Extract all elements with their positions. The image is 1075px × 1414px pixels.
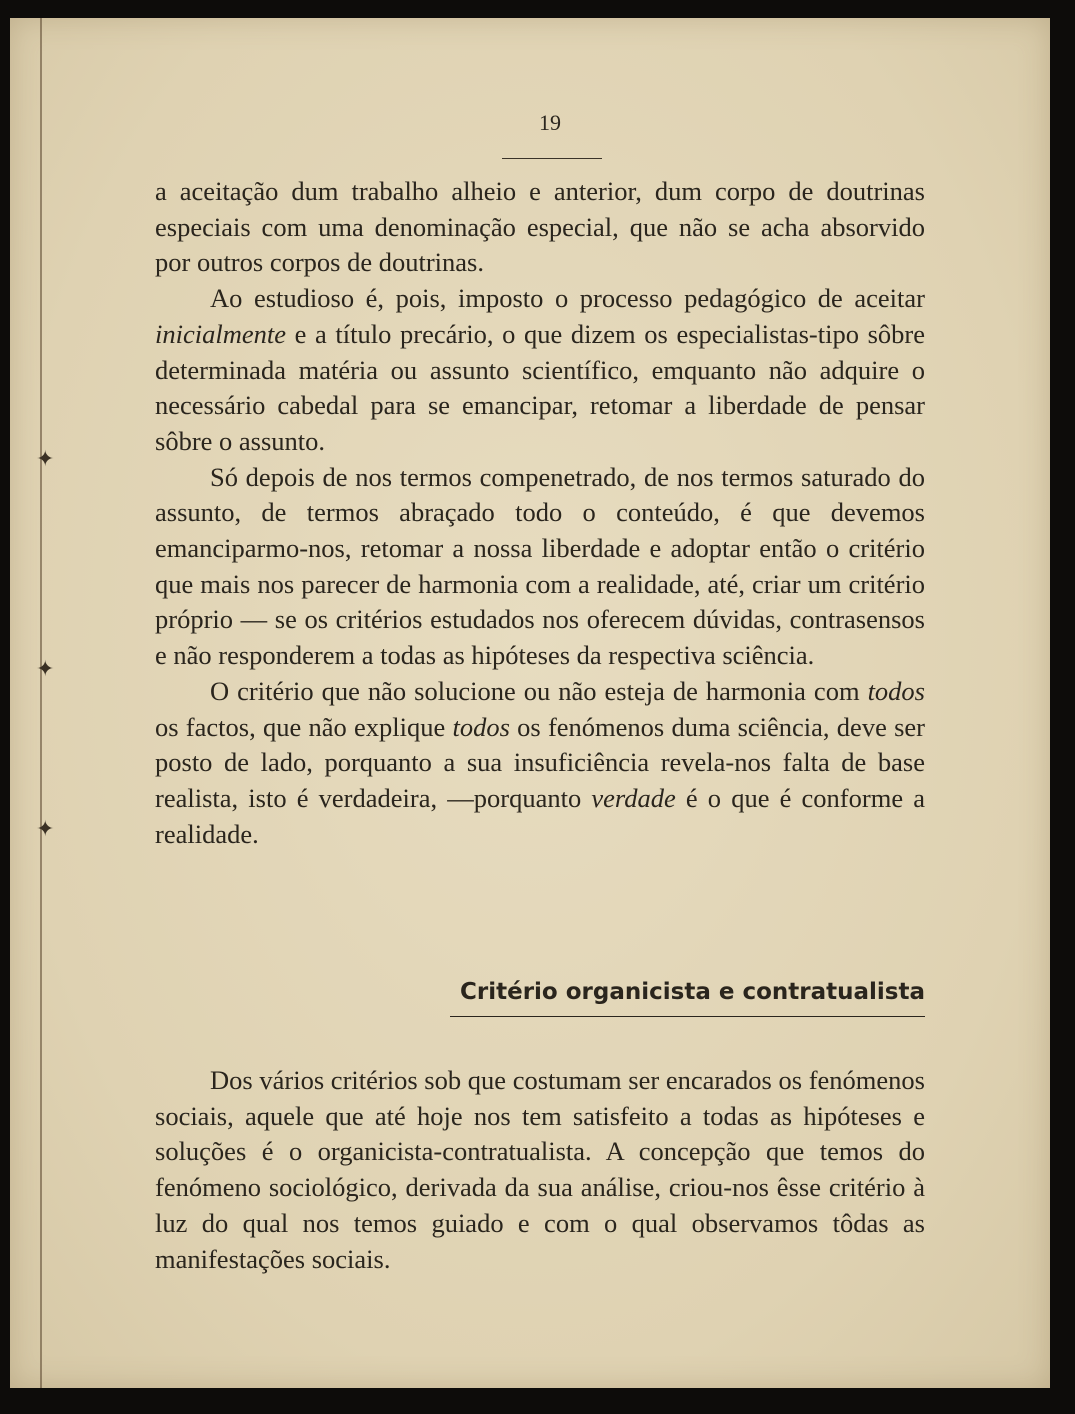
emphasis-todos: todos xyxy=(867,675,925,706)
binding-mark-icon: ✦ xyxy=(36,446,55,471)
page-spine-edge xyxy=(40,18,42,1388)
binding-mark-icon: ✦ xyxy=(36,656,55,681)
binding-mark-icon: ✦ xyxy=(36,816,55,841)
paragraph-3: Só depois de nos termos compenetrado, de nos termos saturado do assunto, de termos abraçado todo o conteúdo, é que devemos emanciparmo-nos, retomar a nossa liberdade e adoptar então o critério que mais nos parecer de harmonia com a realidade, até, criar um critério próprio — se os critérios estudados nos oferecem dúvidas, contrasensos e não responderem a todas as hipóteses da respectiva sciência. xyxy=(155,461,925,671)
paragraph-1: a aceitação dum trabalho alheio e anterior, dum corpo de doutrinas especiais com uma denominação especial, que não se acha absorvido por outros corpos de doutrinas. xyxy=(155,176,925,278)
emphasis-verdade: verdade xyxy=(591,782,676,813)
paragraph-5: Dos vários critérios sob que costumam ser encarados os fenómenos sociais, aquele que até hoje nos tem satisfeito a todas as hipóteses e soluções é o organicista-contratualista. A concepção que temos do fenómeno sociológico, derivada da sua análise, criou-nos êsse critério à luz do qual nos temos guiado e com o qual observamos tôdas as manifestações sociais. xyxy=(155,1065,925,1274)
section-heading-rule xyxy=(450,1016,925,1017)
emphasis-todos: todos xyxy=(452,711,510,742)
emphasis-inicialmente: inicialmente xyxy=(155,318,286,349)
section-heading: Critério organicista e contratualista xyxy=(460,979,925,1005)
body-text-lower xyxy=(155,1063,925,1277)
paragraph-4: O critério que não solucione ou não esteja de harmonia com todos os factos, que não explique todos os fenómenos duma sciência, deve ser posto de lado, porquanto a sua insuficiência revela-nos falta de base realista, isto é verdadeira, —porquanto verdade é o que é conforme a realidade. xyxy=(155,675,925,849)
body-text-upper xyxy=(155,174,925,852)
paragraph-2: Ao estudioso é, pois, imposto o processo pedagógico de aceitar inicialmente e a título precário, o que dizem os especialistas-tipo sôbre determinada matéria ou assunto scientífico, emquanto não adquire o necessário cabedal para se emancipar, retomar a liberdade de pensar sôbre o assunto. xyxy=(155,283,925,456)
page-number-rule xyxy=(502,158,602,159)
page-number: 19 xyxy=(539,110,561,135)
